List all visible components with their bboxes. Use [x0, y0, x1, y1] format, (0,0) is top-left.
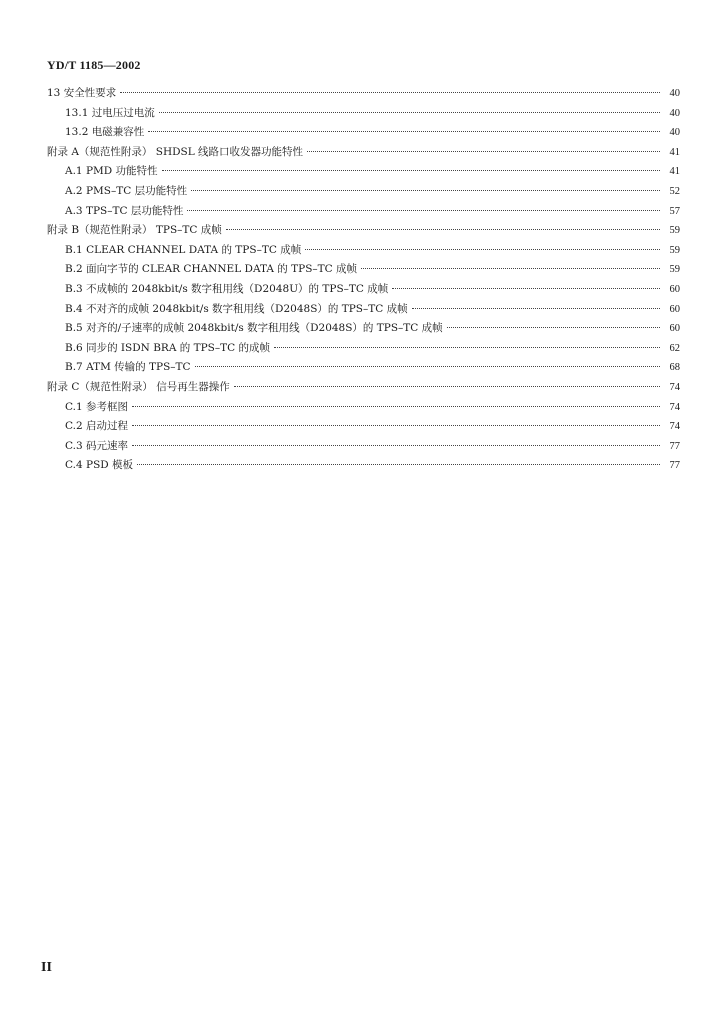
dot-leader — [191, 190, 660, 191]
toc-entry[interactable] — [47, 457, 680, 477]
toc-entry-title: B.7 ATM 传输的 TPS–TC — [65, 361, 191, 374]
toc-entry-title: B.1 CLEAR CHANNEL DATA 的 TPS–TC 成帧 — [65, 243, 302, 256]
dot-leader — [234, 386, 660, 387]
toc-entry-page-number: 59 — [669, 264, 680, 276]
toc-entry-title: A.3 TPS–TC 层功能特性 — [65, 204, 184, 217]
toc-entry-title: B.5 对齐的/子速率的成帧 2048kbit/s 数字租用线（D2048S）的 TPS–TC 成帧 — [65, 322, 443, 335]
toc-entry[interactable] — [47, 144, 680, 164]
dot-leader — [195, 366, 660, 367]
dot-leader — [120, 92, 660, 93]
dot-leader — [361, 268, 660, 269]
toc-entry-page-number: 60 — [669, 323, 680, 335]
toc-entry[interactable] — [47, 301, 680, 321]
dot-leader — [162, 170, 660, 171]
toc-entry-title: 附录 A（规范性附录） SHDSL 线路口收发器功能特性 — [47, 145, 304, 158]
toc-entry-page-number: 41 — [669, 146, 680, 158]
toc-entry-page-number: 57 — [669, 205, 680, 217]
dot-leader — [187, 210, 660, 211]
table-of-contents — [47, 85, 680, 477]
dot-leader — [132, 445, 660, 446]
toc-entry-page-number: 62 — [669, 342, 680, 354]
toc-entry[interactable] — [47, 418, 680, 438]
toc-entry[interactable] — [47, 359, 680, 379]
dot-leader — [132, 425, 660, 426]
toc-entry-page-number: 60 — [669, 283, 680, 295]
toc-entry[interactable] — [47, 85, 680, 105]
dot-leader — [148, 131, 660, 132]
toc-entry-page-number: 59 — [669, 225, 680, 237]
toc-entry[interactable] — [47, 203, 680, 223]
toc-entry-page-number: 68 — [669, 362, 680, 374]
toc-entry[interactable] — [47, 281, 680, 301]
toc-entry-title: B.3 不成帧的 2048kbit/s 数字租用线（D2048U）的 TPS–TC 成帧 — [65, 282, 389, 295]
toc-entry-title: 13.2 电磁兼容性 — [65, 126, 145, 139]
toc-entry-title: C.2 启动过程 — [65, 420, 129, 433]
dot-leader — [447, 327, 660, 328]
toc-entry-title: C.4 PSD 模板 — [65, 459, 134, 472]
dot-leader — [305, 249, 660, 250]
dot-leader — [159, 112, 660, 113]
toc-entry[interactable] — [47, 242, 680, 262]
toc-entry-title: 附录 B（规范性附录） TPS–TC 成帧 — [47, 224, 222, 237]
page-folio: II — [41, 960, 52, 975]
dot-leader — [392, 288, 660, 289]
toc-entry[interactable] — [47, 124, 680, 144]
dot-leader — [307, 151, 660, 152]
toc-entry-page-number: 41 — [669, 166, 680, 178]
toc-entry-page-number: 59 — [669, 244, 680, 256]
toc-entry-page-number: 77 — [669, 440, 680, 452]
toc-entry-title: 附录 C（规范性附录） 信号再生器操作 — [47, 380, 230, 393]
toc-entry-page-number: 74 — [669, 381, 680, 393]
toc-entry-page-number: 40 — [669, 88, 680, 99]
toc-entry[interactable] — [47, 183, 680, 203]
toc-entry-title: C.1 参考框图 — [65, 400, 129, 413]
toc-entry[interactable] — [47, 105, 680, 125]
dot-leader — [274, 347, 660, 348]
toc-entry-page-number: 40 — [669, 127, 680, 139]
toc-entry-page-number: 74 — [669, 421, 680, 433]
dot-leader — [132, 406, 660, 407]
dot-leader — [412, 308, 660, 309]
toc-entry-title: 13 安全性要求 — [47, 87, 117, 99]
toc-entry-title: 13.1 过电压过电流 — [65, 106, 155, 119]
toc-entry-title: C.3 码元速率 — [65, 439, 129, 452]
toc-entry-title: A.2 PMS–TC 层功能特性 — [65, 184, 188, 197]
toc-entry-page-number: 40 — [669, 107, 680, 119]
toc-entry-title: B.6 同步的 ISDN BRA 的 TPS–TC 的成帧 — [65, 341, 270, 354]
toc-entry[interactable] — [47, 261, 680, 281]
toc-entry[interactable] — [47, 340, 680, 360]
toc-entry-title: A.1 PMD 功能特性 — [65, 165, 158, 178]
dot-leader — [137, 464, 660, 465]
toc-entry-page-number: 77 — [669, 460, 680, 472]
toc-entry-page-number: 74 — [669, 401, 680, 413]
toc-entry-page-number: 52 — [669, 185, 680, 197]
toc-entry[interactable] — [47, 438, 680, 458]
dot-leader — [226, 229, 660, 230]
toc-entry[interactable] — [47, 320, 680, 340]
toc-entry[interactable] — [47, 399, 680, 419]
toc-entry-title: B.4 不对齐的成帧 2048kbit/s 数字租用线（D2048S）的 TPS–TC 成帧 — [65, 302, 408, 315]
document-code-header: YD/T 1185—2002 — [47, 58, 141, 72]
toc-entry[interactable] — [47, 163, 680, 183]
toc-entry[interactable] — [47, 379, 680, 399]
toc-entry-title: B.2 面向字节的 CLEAR CHANNEL DATA 的 TPS–TC 成帧 — [65, 263, 358, 276]
toc-entry-page-number: 60 — [669, 303, 680, 315]
toc-entry[interactable] — [47, 222, 680, 242]
